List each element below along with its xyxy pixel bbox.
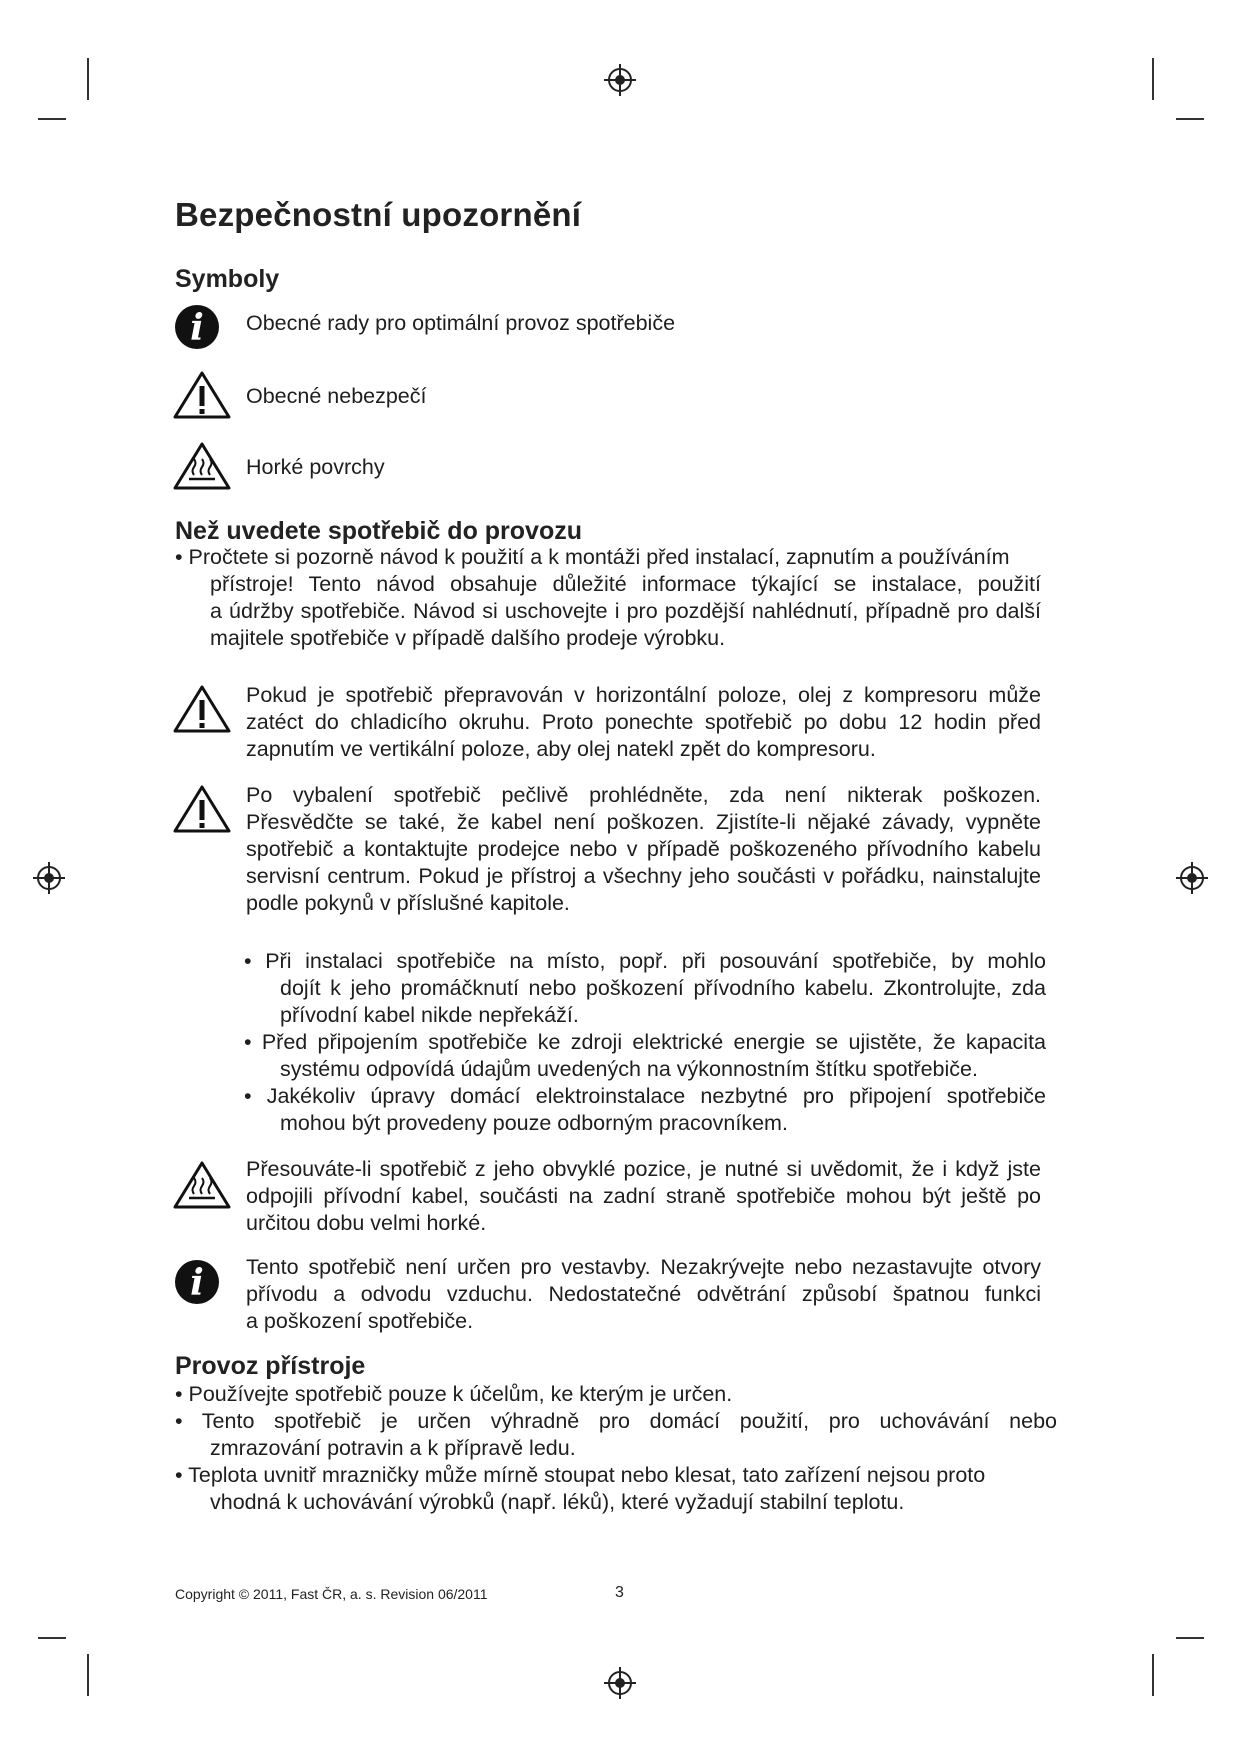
before-use-intro: [175, 544, 1041, 652]
page-title: Bezpečnostní upozornění: [175, 196, 582, 233]
text-line: Přesvědčte se také, že kabel není poškozen. Zjistíte-li nějaké závady, vypněte: [246, 810, 1041, 834]
crop-mark: [1152, 1654, 1154, 1696]
list-item: [175, 1381, 1057, 1408]
hot-surface-icon: [173, 441, 231, 496]
list-item: [244, 948, 1046, 1029]
text-line: odpojili přívodní kabel, součásti na zadní straně spotřebiče mohou být ještě po: [246, 1184, 1041, 1208]
text-line: mohou být provedeny pouze odborným pracovníkem.: [280, 1111, 788, 1135]
symbol-text-hot-surfaces: Horké povrchy: [246, 455, 385, 479]
text-line: dojít k jeho promáčknutí nebo poškození přívodního kabelu. Zkontrolujte, zda: [280, 976, 1046, 1000]
operation-heading: Provoz přístroje: [175, 1352, 366, 1380]
text-line: Tento spotřebič není určen pro vestavby. Nezakrývejte nebo nezastavujte otvory: [246, 1255, 1041, 1279]
crop-mark: [87, 58, 89, 100]
text-line: zmrazování potravin a k přípravě ledu.: [210, 1436, 576, 1460]
list-item: [175, 1462, 1057, 1516]
installation-bullets: [244, 948, 1046, 1137]
info-ventilation: [246, 1254, 1041, 1335]
footer-copyright: Copyright © 2011, Fast ČR, a. s. Revision 06/2011: [175, 1586, 488, 1602]
registration-mark-icon: [604, 64, 636, 96]
text-line: • Tento spotřebič je určen výhradně pro domácí použití, pro uchovávání nebo: [175, 1409, 1057, 1433]
text-line: • Pročtete si pozorně návod k použití a k montáži před instalací, zapnutím a používáním: [175, 545, 1010, 569]
list-item: [244, 1029, 1046, 1083]
page-number: 3: [615, 1584, 624, 1601]
svg-text:i: i: [190, 1262, 204, 1304]
crop-mark: [38, 118, 66, 120]
text-line: přístroje! Tento návod obsahuje důležité informace týkající se instalace, použití: [210, 572, 1041, 596]
text-line: Přesouváte-li spotřebič z jeho obvyklé pozice, je nutné si uvědomit, že i když jste: [246, 1157, 1041, 1181]
text-line: zatéct do chladicího okruhu. Proto ponechte spotřebič po dobu 12 hodin před: [246, 710, 1041, 734]
registration-mark-icon: [1176, 862, 1208, 894]
text-line: přívodu a odvodu vzduchu. Nedostatečné odvětrání způsobí špatnou funkci: [246, 1282, 1041, 1306]
text-line: • Při instalaci spotřebiče na místo, popř. při posouvání spotřebiče, by mohlo: [244, 949, 1046, 973]
symbols-heading: Symboly: [175, 265, 280, 293]
info-icon: [174, 1259, 220, 1310]
text-line: vhodná k uchovávání výrobků (např. léků), které vyžadují stabilní teplotu.: [210, 1490, 905, 1514]
registration-mark-icon: [604, 1667, 636, 1699]
warning-transport: [246, 682, 1041, 763]
text-line: přívodní kabel nikde nepřekáží.: [280, 1003, 579, 1027]
text-line: majitele spotřebiče v případě dalšího prodeje výrobku.: [210, 626, 726, 650]
crop-mark: [1176, 118, 1204, 120]
symbol-text-general-danger: Obecné nebezpečí: [246, 384, 427, 408]
text-line: spotřebič a kontaktujte prodejce nebo v případě poškozeného přívodního kabelu: [246, 837, 1041, 861]
warning-icon: [173, 370, 231, 425]
text-line: servisní centrum. Pokud je přístroj a všechny jeho součásti v pořádku, nainstalujte: [246, 864, 1041, 888]
list-item: [175, 1408, 1057, 1462]
text-line: Pokud je spotřebič přepravován v horizontální poloze, olej z kompresoru může: [246, 683, 1041, 707]
hot-surface-icon: [173, 1160, 231, 1215]
warning-icon: [173, 684, 231, 739]
text-line: • Před připojením spotřebiče ke zdroji elektrické energie se ujistěte, že kapacita: [244, 1030, 1046, 1054]
text-line: a údržby spotřebiče. Návod si uschovejte i pro pozdější nahlédnutí, případně pro další: [210, 599, 1041, 623]
text-line: • Jakékoliv úpravy domácí elektroinstalace nezbytné pro připojení spotřebiče: [244, 1084, 1046, 1108]
crop-mark: [1176, 1637, 1204, 1639]
text-line: systému odpovídá údajům uvedených na výkonnostním štítku spotřebiče.: [280, 1057, 978, 1081]
crop-mark: [87, 1654, 89, 1696]
warning-icon: [173, 784, 231, 839]
hot-surface-warning: [246, 1156, 1041, 1237]
info-icon: [174, 304, 220, 355]
crop-mark: [38, 1637, 66, 1639]
text-line: zapnutím ve vertikální poloze, aby olej natekl zpět do kompresoru.: [246, 737, 876, 761]
text-line: a poškození spotřebiče.: [246, 1309, 474, 1333]
text-line: • Teplota uvnitř mrazničky může mírně stoupat nebo klesat, tato zařízení nejsou proto: [175, 1463, 986, 1487]
before-use-heading: Než uvedete spotřebič do provozu: [175, 517, 583, 545]
text-line: Po vybalení spotřebič pečlivě prohlédněte, zda není nikterak poškozen.: [246, 783, 1041, 807]
list-item: [244, 1083, 1046, 1137]
warning-inspection: [246, 782, 1041, 917]
text-line: určitou dobu velmi horké.: [246, 1211, 487, 1235]
text-line: podle pokynů v příslušné kapitole.: [246, 891, 570, 915]
text-line: • Používejte spotřebič pouze k účelům, ke kterým je určen.: [175, 1382, 733, 1406]
operation-bullets: [175, 1381, 1057, 1516]
svg-text:i: i: [190, 307, 204, 349]
crop-mark: [1152, 58, 1154, 100]
symbol-text-general-advice: Obecné rady pro optimální provoz spotřebiče: [246, 311, 676, 335]
registration-mark-icon: [33, 862, 65, 894]
